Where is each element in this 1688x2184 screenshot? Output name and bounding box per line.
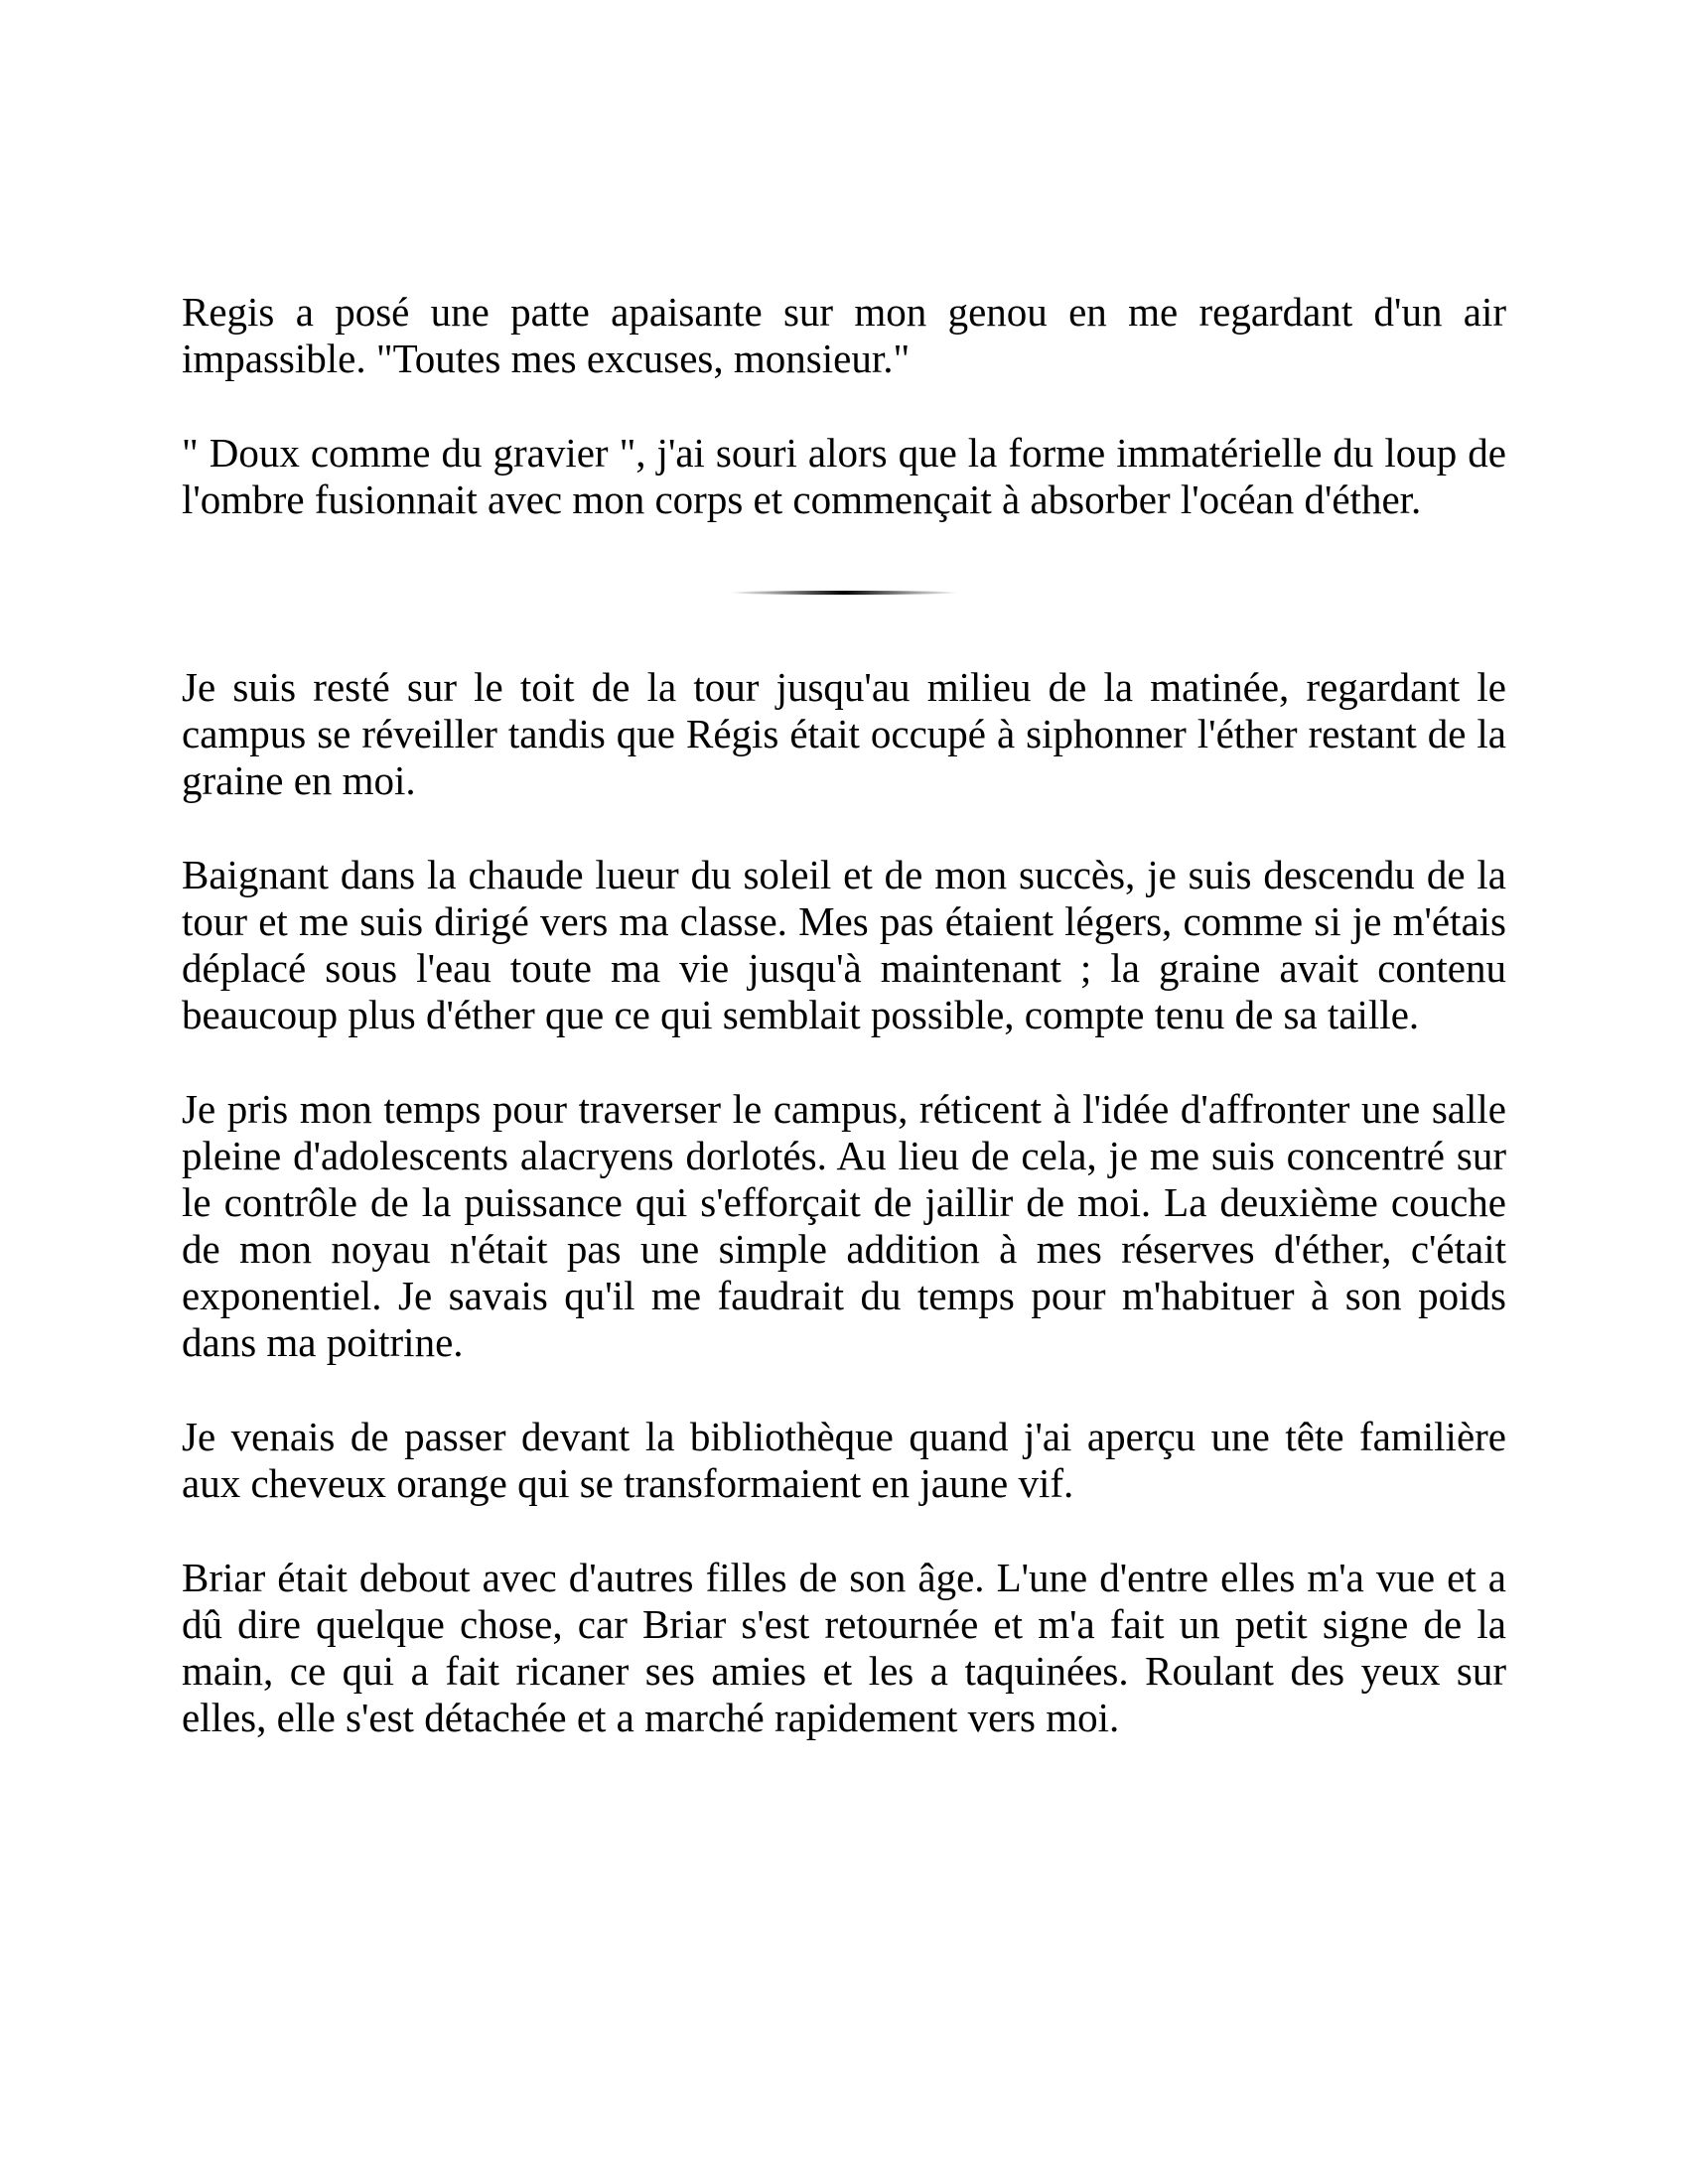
paragraph: Je venais de passer devant la bibliothèque quand j'ai aperçu une tête familière aux cheveux orange qui se transformaient en jaune vif. <box>182 1414 1506 1506</box>
scene-break-divider <box>729 591 959 595</box>
paragraph: Briar était debout avec d'autres filles de son âge. L'une d'entre elles m'a vue et a dû dire quelque chose, car Briar s'est retournée et m'a fait un petit signe de la main, ce qui a fait ricaner ses amies et les a taquinées. Roulant des yeux sur elles, elle s'est détachée et a marché rapidement vers moi. <box>182 1555 1506 1740</box>
paragraph: Baignant dans la chaude lueur du soleil et de mon succès, je suis descendu de la tour et me suis dirigé vers ma classe. Mes pas étaient légers, comme si je m'étais déplacé sous l'eau toute ma vie jusqu'à maintenant ; la graine avait contenu beaucoup plus d'éther que ce qui semblait possible, compte tenu de sa taille. <box>182 852 1506 1037</box>
paragraph: Je pris mon temps pour traverser le campus, réticent à l'idée d'affronter une salle pleine d'adolescents alacryens dorlotés. Au lieu de cela, je me suis concentré sur le contrôle de la puissance qui s'efforçait de jaillir de moi. La deuxième couche de mon noyau n'était pas une simple addition à mes réserves d'éther, c'était exponentiel. Je savais qu'il me faudrait du temps pour m'habituer à son poids dans ma poitrine. <box>182 1086 1506 1365</box>
paragraph: " Doux comme du gravier ", j'ai souri alors que la forme immatérielle du loup de l'ombre fusionnait avec mon corps et commençait à absorber l'océan d'éther. <box>182 430 1506 522</box>
paragraph: Je suis resté sur le toit de la tour jusqu'au milieu de la matinée, regardant le campus se réveiller tandis que Régis était occupé à siphonner l'éther restant de la graine en moi. <box>182 664 1506 803</box>
paragraph: Regis a posé une patte apaisante sur mon genou en me regardant d'un air impassible. "Toutes mes excuses, monsieur." <box>182 289 1506 381</box>
text-block <box>182 0 1506 1789</box>
